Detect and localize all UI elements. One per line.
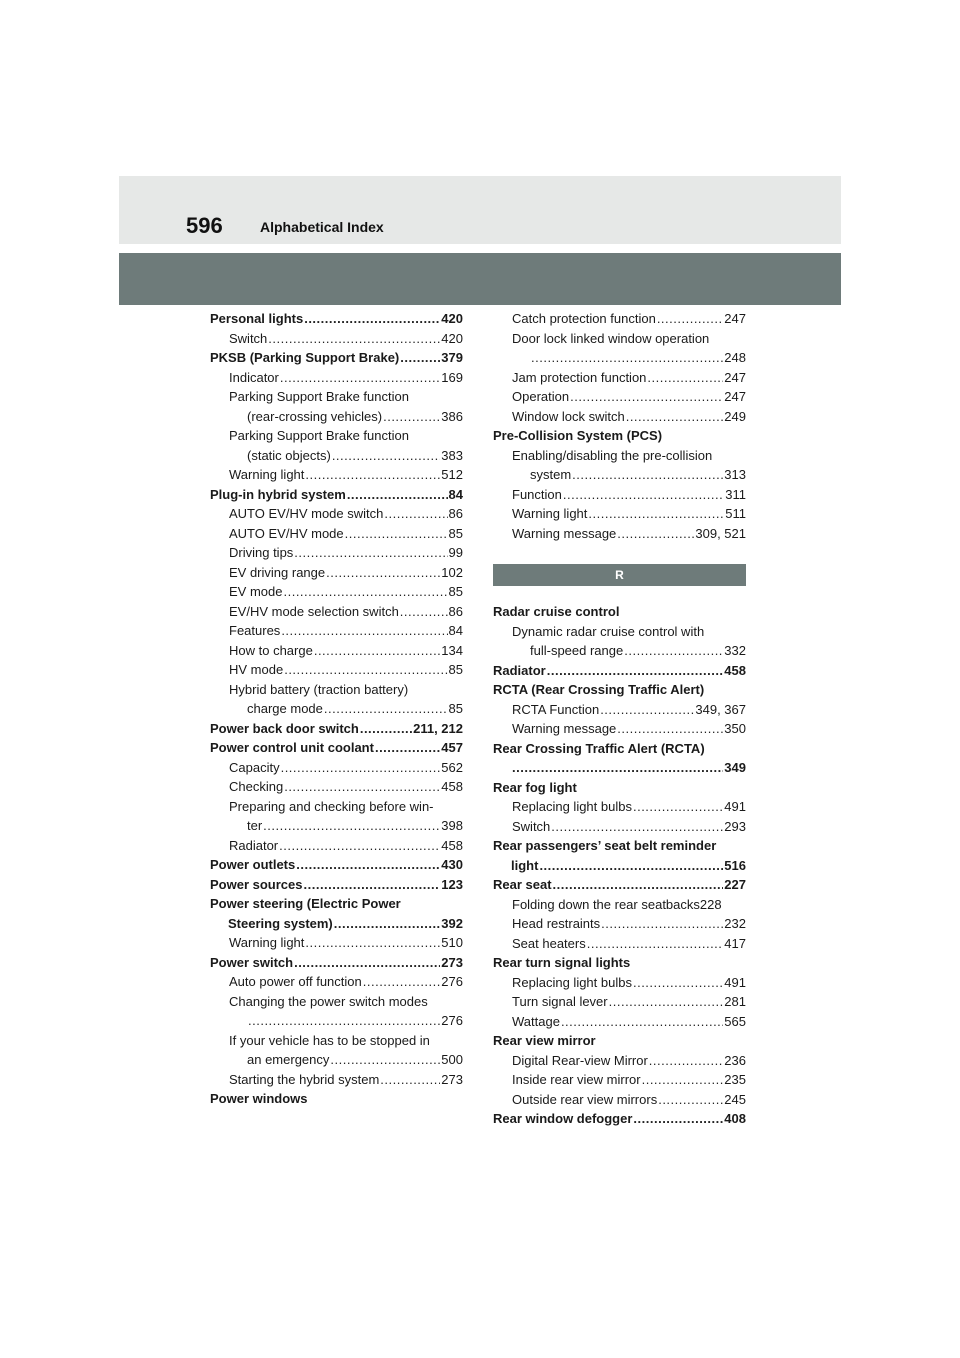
dot-leader <box>572 465 723 485</box>
entry-text: RCTA Function <box>512 701 600 717</box>
index-subentry <box>210 602 463 622</box>
page-reference[interactable]: 516 <box>724 857 746 873</box>
page-reference[interactable]: 457 <box>441 740 463 755</box>
index-subentry <box>210 426 463 465</box>
index-entry <box>210 1089 463 1109</box>
entry-text: Power control unit coolant <box>210 740 374 755</box>
entry-text: Radiator <box>229 837 279 853</box>
page-reference[interactable]: 350 <box>724 721 746 736</box>
index-subentry <box>493 992 746 1012</box>
page-reference[interactable]: 247 <box>724 389 746 404</box>
index-subentry <box>493 504 746 524</box>
page-number: 596 <box>186 213 223 238</box>
index-subentry <box>210 368 463 388</box>
entry-text: Power back door switch <box>210 720 359 736</box>
entry-text: Driving tips <box>229 545 294 560</box>
entry-text: (static objects) <box>247 447 331 463</box>
dot-leader <box>296 855 440 875</box>
dot-leader <box>531 348 723 368</box>
page-reference[interactable]: 491 <box>724 974 746 990</box>
index-entry <box>493 953 746 973</box>
index-subentry <box>210 465 463 485</box>
page-reference[interactable]: 85 <box>448 701 463 716</box>
dot-leader <box>624 641 723 661</box>
dot-leader <box>642 1070 724 1090</box>
dot-leader <box>332 446 440 466</box>
entry-text: Wattage <box>512 1013 560 1029</box>
page-reference[interactable]: 511 <box>725 506 746 521</box>
dot-leader <box>334 914 441 934</box>
entry-text: Digital Rear-view Mirror <box>512 1052 648 1068</box>
dot-leader <box>294 953 440 973</box>
entry-text: Outside rear view mirrors <box>512 1091 658 1107</box>
entry-text: full-speed range <box>530 643 624 658</box>
page-reference[interactable]: 247 <box>724 369 746 385</box>
entry-text: AUTO EV/HV mode <box>229 525 344 541</box>
section-letter-band: R <box>493 564 746 586</box>
dot-leader <box>380 1070 440 1090</box>
dot-leader <box>304 875 441 895</box>
index-subentry <box>493 934 746 954</box>
page-reference[interactable]: 236 <box>724 1052 746 1068</box>
dot-leader <box>324 699 448 719</box>
entry-text: Radar cruise control <box>493 604 620 619</box>
index-subentry <box>210 504 463 524</box>
dot-leader <box>512 758 723 778</box>
dot-leader <box>283 582 447 602</box>
page-reference[interactable]: 500 <box>441 1052 463 1067</box>
index-entry <box>493 836 746 875</box>
page-reference[interactable]: 379 <box>441 350 463 365</box>
dot-leader <box>345 524 448 544</box>
page-reference[interactable]: 408 <box>724 1111 746 1126</box>
index-subentry <box>210 972 463 992</box>
page-reference[interactable]: 417 <box>724 935 746 951</box>
page-reference[interactable]: 491 <box>724 799 746 814</box>
page-reference[interactable]: 458 <box>724 662 746 678</box>
dot-leader <box>400 348 440 368</box>
index-entry <box>210 309 463 329</box>
page-reference[interactable]: 249 <box>724 408 746 424</box>
entry-text: Inside rear view mirror <box>512 1072 641 1087</box>
index-subentry <box>210 933 463 953</box>
entry-text: Switch <box>229 330 268 346</box>
dot-leader <box>539 856 723 876</box>
entry-text: Window lock switch <box>512 408 625 424</box>
dot-leader <box>248 1011 440 1031</box>
index-subentry <box>493 719 746 739</box>
entry-text: Rear seat <box>493 877 552 892</box>
entry-text: Rear window defogger <box>493 1111 633 1126</box>
dot-leader <box>305 465 440 485</box>
entry-text: Capacity <box>229 759 280 775</box>
dot-leader <box>383 407 440 427</box>
entry-text: EV/HV mode selection switch <box>229 603 399 619</box>
page-reference[interactable]: 134 <box>441 642 463 658</box>
dot-leader <box>304 309 440 329</box>
entry-text: How to charge <box>229 642 313 658</box>
page-reference[interactable]: 273 <box>441 1071 463 1087</box>
entry-text: Jam protection function <box>512 369 647 385</box>
dot-leader <box>657 309 723 329</box>
index-subentry <box>493 973 746 993</box>
page-reference[interactable]: 309, 521 <box>695 525 746 541</box>
dot-leader <box>384 504 447 524</box>
entry-text: Checking <box>229 779 284 794</box>
entry-text: Catch protection function <box>512 311 656 326</box>
section-title: Alphabetical Index <box>260 219 384 235</box>
index-subentry <box>210 1031 463 1070</box>
page-reference[interactable]: 349 <box>724 760 746 775</box>
page-reference[interactable]: 565 <box>724 1013 746 1029</box>
index-column-right <box>493 309 746 1129</box>
page-reference[interactable]: 311 <box>725 486 746 502</box>
entry-text: Enabling/disabling the pre-collision <box>512 447 713 463</box>
index-entry <box>210 894 463 933</box>
index-subentry <box>493 446 746 485</box>
entry-text: Auto power off function <box>229 974 362 989</box>
dot-leader <box>268 329 440 349</box>
entry-text: Power outlets <box>210 857 296 872</box>
entry-text: Rear fog light <box>493 779 577 795</box>
index-subentry <box>493 368 746 388</box>
dot-leader <box>281 621 447 641</box>
dot-leader <box>587 934 724 954</box>
header-band <box>119 176 841 244</box>
dot-leader <box>547 661 724 681</box>
page-reference[interactable]: 99 <box>448 545 463 560</box>
index-subentry <box>493 309 746 329</box>
index-subentry <box>210 329 463 349</box>
dot-leader <box>570 387 723 407</box>
index-subentry <box>210 641 463 661</box>
dot-leader <box>633 1109 723 1129</box>
page-reference[interactable]: 293 <box>724 818 746 834</box>
index-entry <box>210 738 463 758</box>
entry-text: Turn signal lever <box>512 994 608 1009</box>
entry-text: If your vehicle has to be stopped in <box>229 1032 430 1048</box>
index-subentry <box>493 914 746 934</box>
entry-text: Folding down the rear seatbacks228 <box>512 896 722 912</box>
entry-text: Preparing and checking before win- <box>229 798 434 814</box>
entry-text: Rear turn signal lights <box>493 955 631 970</box>
entry-text: HV mode <box>229 662 284 677</box>
dot-leader <box>326 563 440 583</box>
index-entry <box>493 602 746 622</box>
entry-text: Power windows <box>210 1091 308 1106</box>
page-reference[interactable]: 84 <box>448 623 463 638</box>
index-subentry <box>210 992 463 1031</box>
entry-text: an emergency <box>247 1052 330 1067</box>
dot-leader <box>551 817 723 837</box>
entry-text: Radiator <box>493 662 546 678</box>
index-subentry <box>493 622 746 661</box>
page-reference[interactable]: 313 <box>724 467 746 482</box>
page-reference[interactable]: 281 <box>724 994 746 1009</box>
header-dark-bar <box>119 253 841 305</box>
index-subentry <box>210 660 463 680</box>
entry-text: Replacing light bulbs <box>512 799 632 814</box>
index-subentry <box>493 485 746 505</box>
page-reference[interactable]: 247 <box>724 311 746 326</box>
dot-leader <box>601 914 723 934</box>
entry-text: Hybrid battery (traction battery) <box>229 681 409 697</box>
dot-leader <box>649 1051 724 1071</box>
page-reference[interactable]: 392 <box>441 915 463 931</box>
index-subentry <box>210 563 463 583</box>
index-subentry <box>210 582 463 602</box>
index-subentry <box>493 700 746 720</box>
index-subentry <box>493 407 746 427</box>
dot-leader <box>633 973 723 993</box>
dot-leader <box>563 485 724 505</box>
index-subentry <box>493 1090 746 1110</box>
dot-leader <box>553 875 724 895</box>
entry-text: Steering system) <box>228 915 333 931</box>
index-entry <box>210 485 463 505</box>
dot-leader <box>658 1090 723 1110</box>
dot-leader <box>281 758 441 778</box>
index-entry <box>210 719 463 739</box>
entry-text: Plug-in hybrid system <box>210 486 346 502</box>
entry-text: Warning light <box>229 935 305 950</box>
dot-leader <box>279 836 440 856</box>
index-entry <box>210 875 463 895</box>
page-reference[interactable]: 273 <box>441 954 463 970</box>
entry-text: Rear passengers’ seat belt reminder <box>493 838 717 853</box>
dot-leader <box>617 719 723 739</box>
index-column-left <box>210 309 463 1109</box>
page-reference[interactable]: 562 <box>441 759 463 775</box>
dot-leader <box>305 933 440 953</box>
dot-leader <box>347 485 448 505</box>
page-reference[interactable]: 84 <box>448 486 463 502</box>
dot-leader <box>314 641 440 661</box>
index-subentry <box>210 524 463 544</box>
page-reference[interactable]: 349, 367 <box>695 701 746 717</box>
index-subentry <box>493 387 746 407</box>
page-reference[interactable]: 86 <box>448 603 463 619</box>
entry-text: ter <box>247 818 263 833</box>
entry-text: Parking Support Brake function <box>229 389 409 404</box>
index-entry <box>493 661 746 681</box>
entry-text: Rear view mirror <box>493 1033 596 1048</box>
dot-leader <box>626 407 724 427</box>
index-entry <box>493 1109 746 1129</box>
dot-leader <box>284 660 447 680</box>
page-reference[interactable]: 102 <box>441 564 463 580</box>
dot-leader <box>294 543 447 563</box>
page-reference[interactable]: 227 <box>724 877 746 892</box>
entry-text: Parking Support Brake function <box>229 428 409 443</box>
entry-text: Power switch <box>210 954 294 970</box>
dot-leader <box>617 524 694 544</box>
page-reference[interactable]: 232 <box>724 916 746 931</box>
page-reference[interactable]: 85 <box>448 662 463 677</box>
index-group-r <box>493 602 746 1129</box>
entry-text: Changing the power switch modes <box>229 993 428 1009</box>
index-subentry <box>493 797 746 817</box>
dot-leader <box>330 1050 440 1070</box>
page-reference[interactable]: 332 <box>724 643 746 658</box>
entry-text: system <box>530 467 572 482</box>
entry-text: Warning light <box>512 506 588 521</box>
page-reference[interactable]: 510 <box>441 935 463 950</box>
index-entry <box>210 953 463 973</box>
entry-text: Power steering (Electric Power <box>210 896 401 911</box>
entry-text: Indicator <box>229 369 279 385</box>
page-reference[interactable]: 458 <box>441 779 463 794</box>
page-reference[interactable]: 458 <box>441 837 463 853</box>
entry-text: Warning message <box>512 525 617 541</box>
index-subentry <box>493 1070 746 1090</box>
dot-leader <box>609 992 724 1012</box>
dot-leader <box>280 368 440 388</box>
entry-text: (rear-crossing vehicles) <box>247 408 383 424</box>
index-entry <box>210 855 463 875</box>
page-reference[interactable]: 383 <box>441 447 463 463</box>
entry-text: Personal lights <box>210 311 304 326</box>
page-reference[interactable]: 512 <box>441 467 463 482</box>
entry-text: PKSB (Parking Support Brake) <box>210 350 400 365</box>
entry-text: Starting the hybrid system <box>229 1071 380 1087</box>
entry-text: Seat heaters <box>512 935 586 951</box>
dot-leader <box>561 1012 723 1032</box>
dot-leader <box>588 504 724 524</box>
entry-text: EV driving range <box>229 564 326 580</box>
entry-text: Rear Crossing Traffic Alert (RCTA) <box>493 740 705 756</box>
index-subentry <box>493 329 746 368</box>
entry-text: Power sources <box>210 876 303 892</box>
page-reference[interactable]: 248 <box>724 350 746 365</box>
index-entry <box>493 778 746 798</box>
index-subentry <box>493 1051 746 1071</box>
entry-text: Function <box>512 486 562 502</box>
index-subentry <box>210 758 463 778</box>
index-entry <box>210 348 463 368</box>
entry-text: Door lock linked window operation <box>512 330 710 346</box>
index-subentry <box>493 1012 746 1032</box>
index-entry <box>493 426 746 446</box>
dot-leader <box>600 700 694 720</box>
index-entry <box>493 1031 746 1051</box>
entry-text: Operation <box>512 389 570 404</box>
page-reference[interactable]: 430 <box>441 857 463 872</box>
dot-leader <box>375 738 440 758</box>
index-subentry <box>210 680 463 719</box>
index-group-p-continued <box>493 309 746 543</box>
entry-text: light <box>511 857 539 873</box>
index-entry <box>493 680 746 700</box>
index-subentry <box>210 836 463 856</box>
entry-text: Pre-Collision System (PCS) <box>493 428 663 443</box>
index-subentry <box>210 1070 463 1090</box>
page-reference[interactable]: 245 <box>724 1091 746 1107</box>
index-subentry <box>210 777 463 797</box>
page-reference[interactable]: 85 <box>448 584 463 599</box>
entry-text: Features <box>229 623 281 638</box>
index-subentry <box>210 797 463 836</box>
page-reference[interactable]: 169 <box>441 369 463 385</box>
dot-leader <box>284 777 440 797</box>
entry-text: Replacing light bulbs <box>512 974 632 990</box>
entry-text: EV mode <box>229 584 283 599</box>
page-reference[interactable]: 398 <box>441 818 463 833</box>
page-reference[interactable]: 86 <box>448 506 463 521</box>
dot-leader <box>647 368 723 388</box>
index-subentry <box>493 524 746 544</box>
page-reference[interactable]: 85 <box>448 525 463 541</box>
page-reference[interactable]: 420 <box>441 311 463 326</box>
entry-text: Head restraints <box>512 916 601 931</box>
entry-text: Dynamic radar cruise control with <box>512 623 705 639</box>
page-reference[interactable]: 235 <box>724 1072 746 1087</box>
entry-text: Warning message <box>512 721 617 736</box>
page-reference[interactable]: 123 <box>441 876 463 892</box>
dot-leader <box>360 719 412 739</box>
index-entry <box>493 739 746 778</box>
entry-text: charge mode <box>247 701 323 716</box>
dot-leader <box>400 602 448 622</box>
index-subentry <box>210 387 463 426</box>
page-reference[interactable]: 276 <box>441 974 463 989</box>
entry-text: RCTA (Rear Crossing Traffic Alert) <box>493 682 705 697</box>
page-reference[interactable]: 211, 212 <box>413 720 463 736</box>
index-subentry <box>493 895 746 915</box>
entry-text: Switch <box>512 818 551 834</box>
dot-leader <box>363 972 441 992</box>
index-subentry <box>210 543 463 563</box>
page-reference[interactable]: 276 <box>441 1013 463 1028</box>
index-subentry <box>493 817 746 837</box>
page-reference[interactable]: 386 <box>441 408 463 424</box>
index-entry <box>493 875 746 895</box>
page-reference[interactable]: 420 <box>441 330 463 346</box>
dot-leader <box>263 816 440 836</box>
dot-leader <box>633 797 723 817</box>
entry-text: AUTO EV/HV mode switch <box>229 506 384 521</box>
index-subentry <box>210 621 463 641</box>
entry-text: Warning light <box>229 467 305 482</box>
